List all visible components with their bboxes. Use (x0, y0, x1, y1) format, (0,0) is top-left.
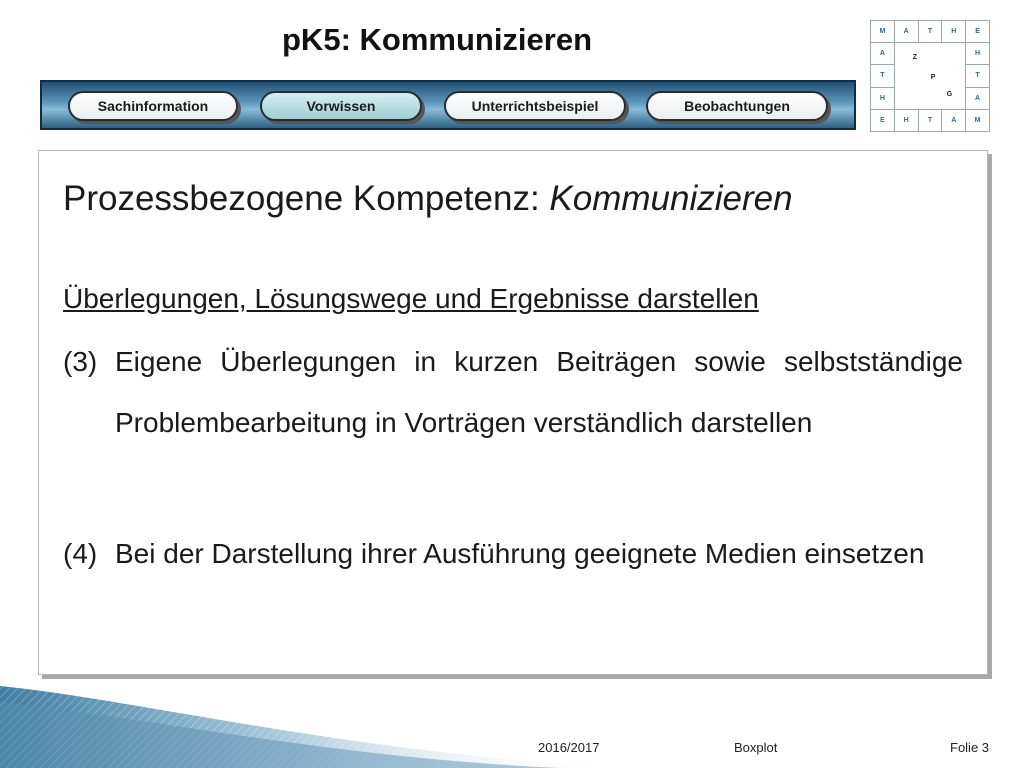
decorative-swoosh (0, 680, 620, 768)
grid-letter: T (871, 65, 895, 87)
grid-letter: H (966, 43, 990, 65)
nav-button-unterrichtsbeispiel[interactable]: Unterrichtsbeispiel (444, 91, 626, 121)
item-text: Eigene Überlegungen in kurzen Beiträgen sowie selbstständige Problembearbeitung in Vorträgen verständlich darstellen (115, 346, 963, 438)
item-number: (4) (63, 538, 98, 569)
grid-inner-letter: Z (912, 54, 918, 62)
content-subheading: Überlegungen, Lösungswege und Ergebnisse darstellen (63, 283, 759, 314)
grid-letter: T (919, 110, 943, 132)
grid-letter: H (871, 88, 895, 110)
content-heading (63, 179, 793, 219)
grid-letter: A (871, 43, 895, 65)
content-panel (38, 150, 988, 675)
grid-letter: A (966, 88, 990, 110)
grid-letter: A (942, 110, 966, 132)
footer-slide-number: Folie 3 (950, 740, 990, 755)
heading-prefix: Prozessbezogene Kompetenz: (63, 179, 550, 218)
nav-button-sachinformation[interactable]: Sachinformation (68, 91, 238, 121)
grid-letter: E (966, 21, 990, 43)
nav-button-beobachtungen[interactable]: Beobachtungen (646, 91, 828, 121)
footer-topic: Boxplot (734, 740, 778, 755)
grid-inner-letter: G (946, 91, 953, 99)
grid-letter: T (966, 65, 990, 87)
competence-item (63, 331, 963, 453)
grid-inner-letter: P (930, 74, 936, 82)
grid-letter: E (871, 110, 895, 132)
grid-letter: M (871, 21, 895, 43)
grid-letter: H (895, 110, 919, 132)
heading-emphasis: Kommunizieren (549, 179, 793, 218)
slide-title: pK5: Kommunizieren (282, 22, 593, 57)
item-text: Bei der Darstellung ihrer Ausführung geeignete Medien einsetzen (115, 538, 925, 569)
grid-letter: M (966, 110, 990, 132)
navigation-bar (40, 80, 856, 130)
grid-inner-area (895, 43, 966, 110)
footer-date: 2016/2017 (538, 740, 600, 755)
grid-letter: H (942, 21, 966, 43)
grid-letter: T (919, 21, 943, 43)
grid-letter: A (895, 21, 919, 43)
item-number: (3) (63, 346, 98, 377)
math-letter-grid-logo (870, 20, 990, 132)
nav-button-vorwissen[interactable]: Vorwissen (260, 91, 422, 121)
competence-item (63, 523, 963, 584)
